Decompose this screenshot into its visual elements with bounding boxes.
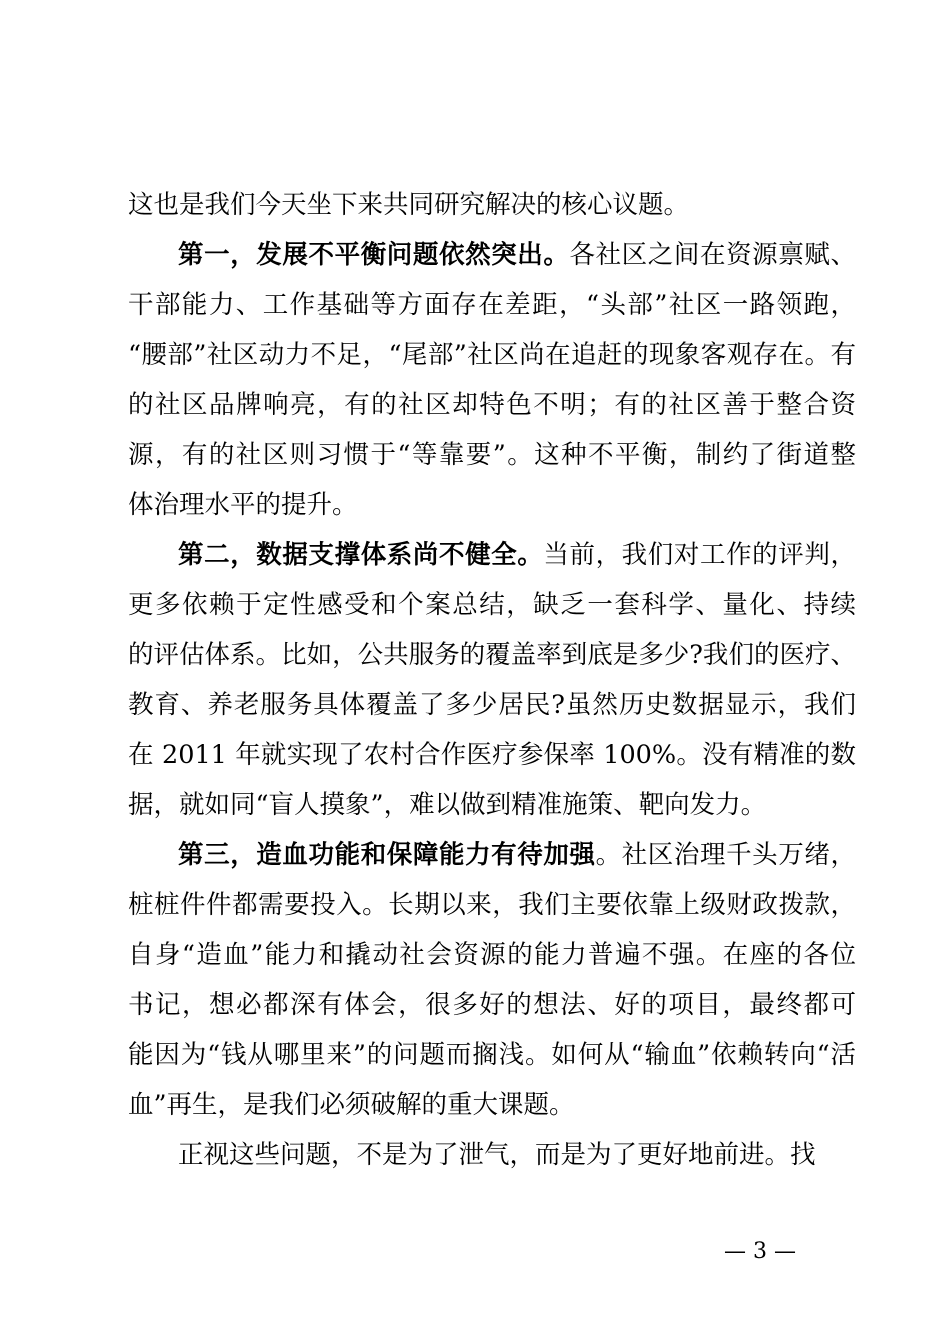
paragraph-2-heading: 第二，数据支撑体系尚不健全。	[178, 540, 544, 570]
body-line-3: 干部能力、工作基础等方面存在差距，“头部”社区一路领跑，	[128, 290, 856, 320]
paragraph-1-first-line: 第一，发展不平衡问题依然突出。各社区之间在资源禀赋、	[178, 240, 856, 270]
body-line-1: 这也是我们今天坐下来共同研究解决的核心议题。	[128, 190, 690, 220]
body-line-15: 桩桩件件都需要投入。长期以来，我们主要依靠上级财政拨款，	[128, 890, 856, 920]
body-line-17: 书记，想必都深有体会，很多好的想法、好的项目，最终都可	[128, 990, 856, 1020]
body-line-6: 源，有的社区则习惯于“等靠要”。这种不平衡，制约了街道整	[128, 440, 856, 470]
paragraph-1-heading: 第一，发展不平衡问题依然突出。	[178, 240, 570, 270]
paragraph-4-first-line: 正视这些问题，不是为了泄气，而是为了更好地前进。找	[178, 1140, 816, 1170]
body-line-9: 更多依赖于定性感受和个案总结，缺乏一套科学、量化、持续	[128, 590, 856, 620]
body-line-12: 在 2011 年就实现了农村合作医疗参保率 100%。没有精准的数	[128, 740, 856, 770]
body-line-16: 自身“造血”能力和撬动社会资源的能力普遍不强。在座的各位	[128, 940, 856, 970]
body-line-4: “腰部”社区动力不足，“尾部”社区尚在追赶的现象客观存在。有	[128, 340, 856, 370]
body-line-10: 的评估体系。比如，公共服务的覆盖率到底是多少?我们的医疗、	[128, 640, 856, 670]
body-line-18: 能因为“钱从哪里来”的问题而搁浅。如何从“输血”依赖转向“活	[128, 1040, 856, 1070]
paragraph-3-first-line: 第三，造血功能和保障能力有待加强。社区治理千头万绪，	[178, 840, 856, 870]
paragraph-3-heading: 第三，造血功能和保障能力有待加强	[178, 840, 596, 870]
page-number: — 3 —	[724, 1239, 796, 1264]
paragraph-2-first-line: 第二，数据支撑体系尚不健全。当前，我们对工作的评判，	[178, 540, 856, 570]
body-line-19: 血”再生，是我们必须破解的重大课题。	[128, 1090, 575, 1120]
body-line-11: 教育、养老服务具体覆盖了多少居民?虽然历史数据显示，我们	[128, 690, 856, 720]
body-line-13: 据，就如同“盲人摸象”，难以做到精准施策、靶向发力。	[128, 790, 767, 820]
body-line-7: 体治理水平的提升。	[128, 490, 358, 520]
body-line-5: 的社区品牌响亮，有的社区却特色不明；有的社区善于整合资	[128, 390, 856, 420]
